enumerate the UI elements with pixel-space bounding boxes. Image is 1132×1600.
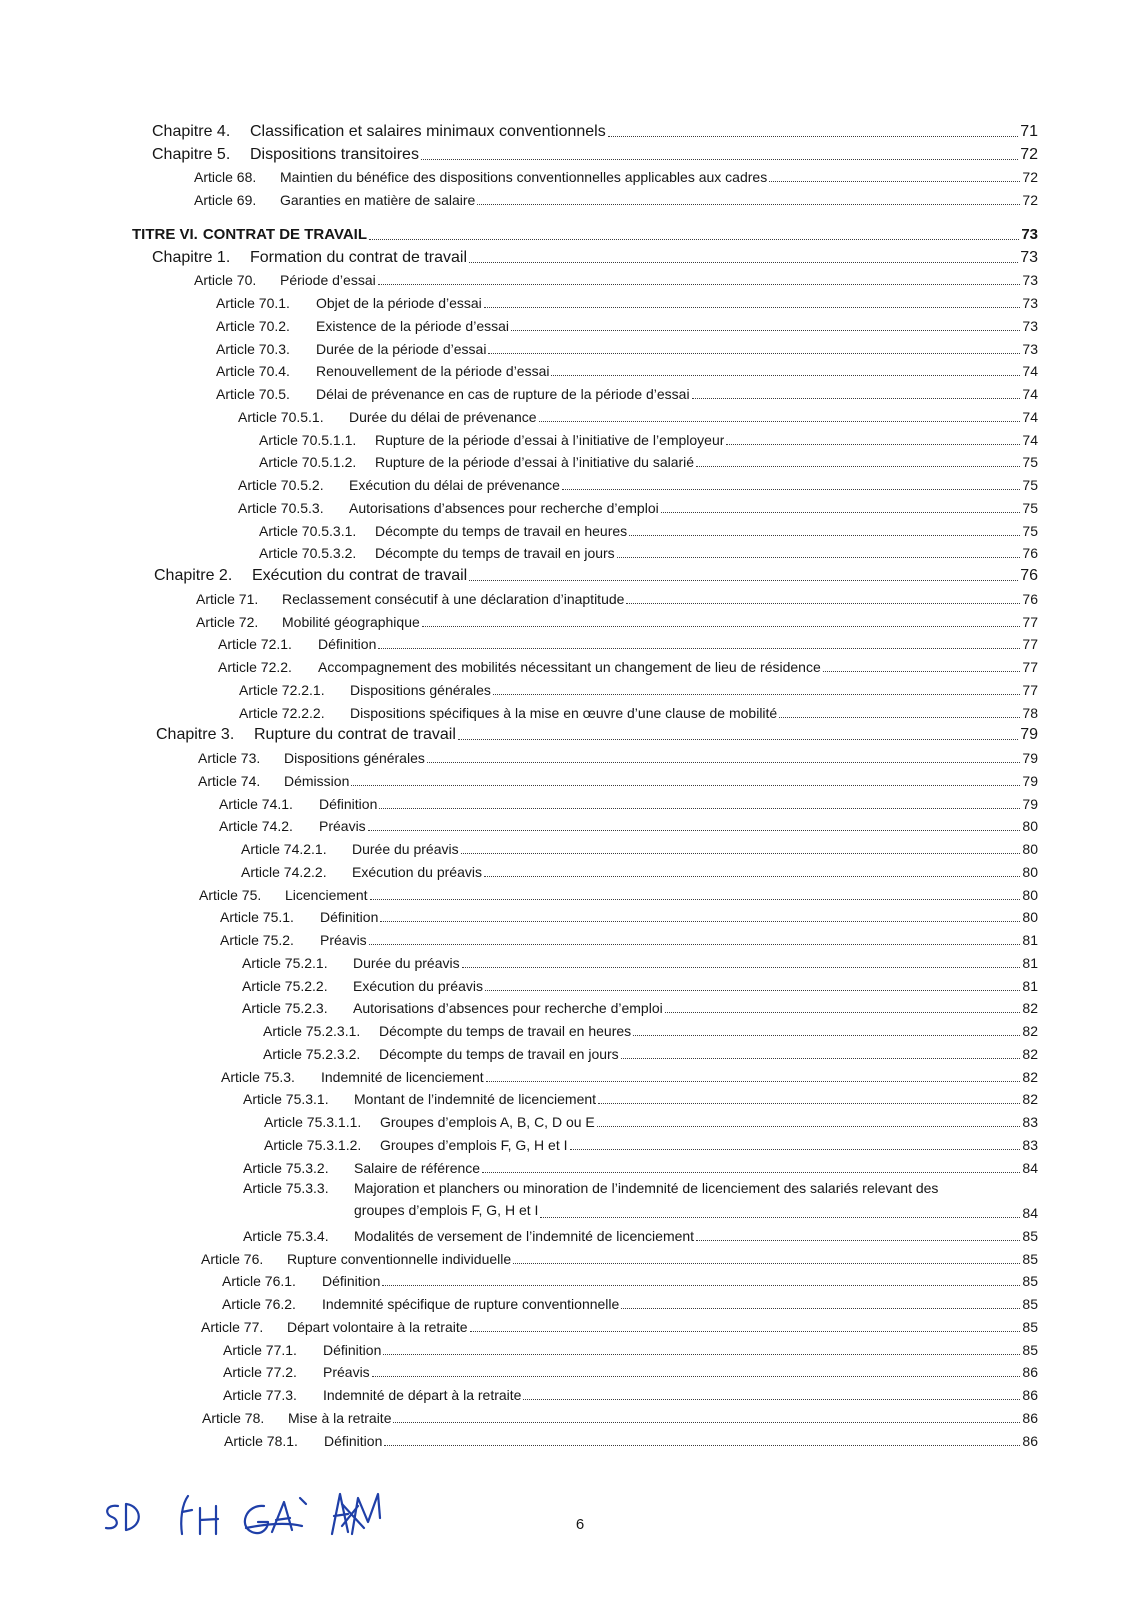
- toc-entry-title: Mobilité géographique: [282, 613, 420, 630]
- toc-entry[interactable]: [128, 813, 1038, 836]
- toc-entry-number: Article 75.3.: [221, 1068, 295, 1085]
- toc-entry-number: Chapitre 3.: [156, 726, 235, 744]
- toc-entry[interactable]: [128, 835, 1038, 858]
- toc-entry-title: Préavis: [320, 932, 367, 948]
- toc-entry-number: Article 74.2.2.: [241, 863, 327, 880]
- toc-entry-page: 76: [1022, 590, 1038, 607]
- toc-entry-page: 75: [1022, 522, 1038, 539]
- toc-entry-page: 72: [1020, 145, 1038, 163]
- toc-entry-title: Accompagnement des mobilités nécessitant un changement de lieu de résidence: [318, 659, 821, 675]
- toc-entry-title: Reclassement consécutif à une déclaration d’inaptitude: [282, 590, 625, 607]
- toc-entry-number: Article 75.2.3.: [242, 1000, 328, 1017]
- toc-entry-page: 82: [1022, 1045, 1038, 1062]
- toc-entry-title: Démission: [284, 772, 350, 789]
- toc-entry-title: Majoration et planchers ou minoration de l’indemnité de licenciement des salariés relevant des: [354, 1179, 939, 1196]
- toc-entry-title: Définition: [322, 1273, 381, 1290]
- toc-entry[interactable]: [128, 267, 1038, 290]
- toc-entry-title: Autorisations d’absences pour recherche d’emploi: [349, 499, 659, 516]
- toc-entry-title: Définition: [324, 1432, 383, 1449]
- toc-entry-number: Article 70.5.3.: [238, 499, 324, 516]
- toc-entry-title: Rupture du contrat de travail: [254, 726, 456, 744]
- toc-entry[interactable]: [128, 767, 1038, 790]
- toc-entry-number: Article 70.5.1.2.: [259, 454, 357, 471]
- toc-entry-page: 73: [1022, 272, 1038, 289]
- toc-entry-number: Article 77.: [201, 1318, 264, 1335]
- toc-entry-number: Article 69.: [194, 192, 257, 208]
- toc-entry-page: 82: [1022, 1091, 1038, 1108]
- toc-entry-number: Article 68.: [194, 169, 257, 186]
- dot-leader: [551, 375, 1020, 376]
- toc-entry-number: Article 75.: [199, 886, 262, 903]
- dot-leader: [372, 1376, 1021, 1377]
- toc-entry-title: Exécution du préavis: [352, 863, 482, 880]
- dot-leader: [469, 262, 1018, 263]
- dot-leader: [570, 1149, 1021, 1150]
- toc-entry-page: 73: [1022, 340, 1038, 357]
- toc-entry[interactable]: [128, 1381, 1038, 1404]
- dot-leader: [477, 204, 1020, 205]
- toc-entry-number: Article 75.2.1.: [242, 954, 328, 971]
- toc-entry[interactable]: [128, 164, 1038, 187]
- toc-entry[interactable]: [128, 312, 1038, 335]
- dot-leader: [629, 535, 1020, 536]
- toc-entry[interactable]: [128, 585, 1038, 608]
- toc-entry-title: Maintien du bénéfice des dispositions conventionnelles applicables aux cadres: [280, 169, 768, 186]
- dot-leader: [486, 1081, 1021, 1082]
- dot-leader: [696, 466, 1020, 467]
- toc-entry[interactable]: [128, 1086, 1038, 1109]
- dot-leader: [523, 1399, 1020, 1400]
- toc-entry-page: 78: [1022, 704, 1038, 721]
- toc-entry-page: 85: [1022, 1318, 1038, 1335]
- toc-entry-page: 77: [1022, 659, 1038, 675]
- toc-entry-number: Article 70.1.: [216, 295, 290, 311]
- toc-entry[interactable]: [128, 221, 1038, 244]
- dot-leader: [378, 648, 1020, 649]
- toc-entry-number: Article 74.1.: [219, 795, 293, 812]
- toc-entry-number: Article 71.: [196, 590, 259, 607]
- toc-entry-title: Objet de la période d’essai: [316, 295, 482, 311]
- toc-entry[interactable]: [128, 1359, 1038, 1382]
- dot-leader: [461, 853, 1021, 854]
- toc-entry-title: Décompte du temps de travail en heures: [375, 522, 628, 539]
- dot-leader: [692, 398, 1021, 399]
- toc-entry-number: Article 70.5.: [216, 386, 290, 402]
- toc-entry-page: 79: [1022, 795, 1038, 812]
- toc-entry[interactable]: [128, 904, 1038, 927]
- toc-entry[interactable]: [128, 972, 1038, 995]
- toc-entry-title: Renouvellement de la période d’essai: [316, 363, 550, 380]
- toc-entry-title: Indemnité spécifique de rupture conventionnelle: [322, 1296, 620, 1312]
- toc-entry-page: 77: [1022, 636, 1038, 653]
- toc-entry[interactable]: [128, 380, 1038, 403]
- dot-leader: [470, 1331, 1021, 1332]
- dot-leader: [351, 785, 1020, 786]
- toc-entry[interactable]: [128, 540, 1038, 563]
- toc-entry-number: Article 74.2.: [219, 818, 293, 835]
- toc-entry-title: CONTRAT DE TRAVAIL: [202, 225, 367, 243]
- toc-entry[interactable]: [128, 141, 1038, 164]
- dot-leader: [393, 1422, 1020, 1423]
- dot-leader: [540, 1217, 1020, 1218]
- toc-entry-number: Article 70.5.3.1.: [259, 522, 357, 539]
- toc-entry-title: Période d’essai: [280, 272, 376, 289]
- toc-entry-title: Durée de la période d’essai: [316, 340, 487, 357]
- toc-entry-number: Article 75.1.: [220, 909, 294, 926]
- dot-leader: [484, 876, 1020, 877]
- dot-leader: [726, 444, 1020, 445]
- toc-entry-page: 79: [1022, 772, 1038, 789]
- dot-leader: [626, 603, 1020, 604]
- toc-entry-number: Article 70.: [194, 272, 257, 289]
- toc-entry[interactable]: [128, 186, 1038, 209]
- toc-entry[interactable]: [128, 118, 1038, 141]
- toc-entry-title: Groupes d’emplois A, B, C, D ou E: [380, 1114, 595, 1130]
- dot-leader: [422, 626, 1021, 627]
- toc-entry-page: 74: [1022, 408, 1038, 425]
- toc-entry-page: 86: [1022, 1432, 1038, 1449]
- dot-leader: [380, 921, 1020, 922]
- page-number: 6: [575, 1516, 585, 1533]
- toc-entry-page: 77: [1022, 613, 1038, 630]
- toc-entry-page: 74: [1022, 431, 1038, 448]
- toc-entry-number: Chapitre 5.: [152, 145, 231, 163]
- toc-entry-page: 86: [1022, 1387, 1038, 1403]
- toc-entry-title: Licenciement: [285, 886, 368, 903]
- toc-entry-title: Définition: [323, 1341, 382, 1358]
- toc-entry[interactable]: [128, 653, 1038, 676]
- toc-entry-number: Article 70.2.: [216, 317, 290, 334]
- toc-entry-number: Article 77.3.: [223, 1387, 297, 1403]
- toc-entry-number: Article 70.5.1.1.: [259, 431, 357, 448]
- toc-entry-number: Article 73.: [198, 750, 261, 766]
- toc-entry-page: 73: [1022, 317, 1038, 334]
- toc-entry-title: Groupes d’emplois F, G, H et I: [380, 1136, 568, 1153]
- toc-entry[interactable]: [128, 1336, 1038, 1359]
- toc-entry-title: Indemnité de licenciement: [321, 1068, 484, 1085]
- toc-entry-title: Formation du contrat de travail: [250, 248, 467, 266]
- toc-entry[interactable]: [128, 1108, 1038, 1131]
- toc-entry[interactable]: [128, 1290, 1038, 1313]
- toc-entry-page: 77: [1022, 681, 1038, 698]
- toc-entry[interactable]: [128, 1222, 1038, 1245]
- toc-entry-title: Décompte du temps de travail en jours: [375, 545, 615, 562]
- toc-entry-number: Article 76.1.: [222, 1273, 296, 1290]
- dot-leader: [427, 762, 1021, 763]
- handwritten-initials: [96, 1484, 416, 1564]
- toc-entry-title: Modalités de versement de l’indemnité de licenciement: [354, 1227, 695, 1244]
- toc-entry-page: 84: [1022, 1205, 1038, 1221]
- dot-leader: [665, 1012, 1021, 1013]
- toc-entry-number: Article 78.1.: [224, 1432, 298, 1449]
- toc-entry-number: Article 77.1.: [223, 1341, 297, 1358]
- toc-entry-page: 80: [1022, 909, 1038, 926]
- toc-entry[interactable]: [128, 289, 1038, 312]
- toc-entry-page: 85: [1022, 1296, 1038, 1312]
- dot-leader: [368, 830, 1021, 831]
- dot-leader: [769, 181, 1020, 182]
- toc-entry-title: Autorisations d’absences pour recherche d’emploi: [353, 1000, 663, 1017]
- toc-entry-title: Décompte du temps de travail en jours: [379, 1045, 619, 1062]
- toc-entry-title: Durée du délai de prévenance: [349, 408, 537, 425]
- toc-entry[interactable]: [128, 494, 1038, 517]
- toc-entry-page: 79: [1020, 726, 1038, 744]
- toc-entry-page: 75: [1022, 477, 1038, 493]
- toc-entry-number: Article 70.4.: [216, 363, 290, 380]
- toc-entry-page: 85: [1022, 1250, 1038, 1267]
- toc-entry-page: 73: [1022, 295, 1038, 311]
- dot-leader: [617, 557, 1021, 558]
- toc-entry[interactable]: [128, 1404, 1038, 1427]
- dot-leader: [597, 1126, 1021, 1127]
- toc-entry[interactable]: [128, 699, 1038, 722]
- toc-entry-title: Mise à la retraite: [288, 1409, 392, 1426]
- toc-entry[interactable]: [128, 1427, 1038, 1450]
- toc-entry[interactable]: [128, 1131, 1038, 1154]
- toc-entry-title: Garanties en matière de salaire: [280, 192, 476, 208]
- toc-entry-page: 74: [1022, 386, 1038, 402]
- toc-entry-title: Dispositions générales: [350, 681, 491, 698]
- toc-entry-number: Article 70.5.1.: [238, 408, 324, 425]
- toc-entry-title: Salaire de référence: [354, 1159, 481, 1176]
- toc-entry-page: 83: [1022, 1114, 1038, 1130]
- toc-entry-title: Délai de prévenance en cas de rupture de la période d’essai: [316, 386, 690, 402]
- toc-entry-title: Dispositions spécifiques à la mise en œuvre d’une clause de mobilité: [350, 704, 778, 721]
- toc-entry-number: Article 70.3.: [216, 340, 290, 357]
- toc-entry[interactable]: [128, 1154, 1038, 1177]
- toc-entry[interactable]: [128, 244, 1038, 267]
- dot-leader: [369, 944, 1021, 945]
- toc-entry-number: Chapitre 4.: [152, 122, 231, 140]
- toc-entry-number: Article 70.5.2.: [238, 477, 324, 493]
- toc-entry[interactable]: [128, 1040, 1038, 1063]
- toc-entry-number: Article 75.2.: [220, 932, 294, 948]
- dot-leader: [562, 489, 1020, 490]
- toc-entry[interactable]: [128, 722, 1038, 745]
- dot-leader: [379, 808, 1020, 809]
- toc-entry-title: Préavis: [319, 818, 366, 835]
- toc-entry-title: Rupture de la période d’essai à l’initiative de l’employeur: [375, 431, 725, 448]
- toc-entry[interactable]: [128, 631, 1038, 654]
- toc-entry[interactable]: [128, 790, 1038, 813]
- dot-leader: [696, 1240, 1020, 1241]
- dot-leader: [382, 1285, 1020, 1286]
- toc-entry[interactable]: [128, 995, 1038, 1018]
- dot-leader: [823, 671, 1021, 672]
- toc-entry-page: 72: [1022, 192, 1038, 208]
- dot-leader: [779, 717, 1020, 718]
- toc-entry[interactable]: [128, 881, 1038, 904]
- dot-leader: [458, 739, 1018, 740]
- toc-entry[interactable]: [128, 744, 1038, 767]
- dot-leader: [469, 580, 1018, 581]
- toc-entry-title: Indemnité de départ à la retraite: [323, 1387, 522, 1403]
- toc-entry-title: Exécution du contrat de travail: [252, 567, 468, 584]
- toc-entry-number: Article 75.3.2.: [243, 1159, 329, 1176]
- toc-entry-page: 82: [1022, 1023, 1038, 1039]
- toc-entry-title: Classification et salaires minimaux conventionnels: [250, 122, 606, 140]
- toc-entry-title-continued: groupes d’emplois F, G, H et I: [354, 1202, 539, 1219]
- dot-leader: [511, 330, 1020, 331]
- toc-entry-page: 81: [1022, 977, 1038, 994]
- toc-entry-page: 80: [1022, 863, 1038, 880]
- toc-entry-number: Article 75.3.1.2.: [264, 1136, 362, 1153]
- toc-entry[interactable]: [128, 517, 1038, 540]
- dot-leader: [484, 307, 1021, 308]
- toc-entry[interactable]: [128, 471, 1038, 494]
- toc-entry-number: Article 70.5.3.2.: [259, 545, 357, 562]
- toc-entry-number: TITRE VI.: [132, 225, 198, 243]
- toc-entry-page: 79: [1022, 750, 1038, 766]
- toc-entry-number: Article 72.: [196, 613, 259, 630]
- toc-entry-title: Dispositions générales: [284, 750, 425, 766]
- toc-entry-number: Article 75.3.1.1.: [264, 1114, 362, 1130]
- toc-entry-number: Article 78.: [202, 1409, 265, 1426]
- dot-leader: [383, 1354, 1020, 1355]
- toc-entry-page: 76: [1022, 545, 1038, 562]
- dot-leader: [384, 1445, 1020, 1446]
- toc-entry-number: Article 72.2.: [218, 659, 292, 675]
- toc-entry-title: Existence de la période d’essai: [316, 317, 510, 334]
- toc-entry[interactable]: [128, 949, 1038, 972]
- dot-leader: [488, 353, 1020, 354]
- toc-entry-title: Définition: [318, 636, 377, 653]
- toc-entry-page: 80: [1022, 841, 1038, 857]
- toc-entry-title: Définition: [320, 909, 379, 926]
- toc-entry-page: 85: [1022, 1227, 1038, 1244]
- toc-entry-number: Article 74.2.1.: [241, 841, 327, 857]
- toc-entry[interactable]: [128, 1268, 1038, 1291]
- dot-leader: [378, 284, 1021, 285]
- toc-entry-title: Exécution du délai de prévenance: [349, 477, 560, 493]
- toc-entry[interactable]: [128, 676, 1038, 699]
- dot-leader: [369, 239, 1019, 240]
- dot-leader: [539, 421, 1021, 422]
- toc-entry-page: 74: [1022, 363, 1038, 380]
- toc-entry-number: Article 77.2.: [223, 1364, 297, 1381]
- toc-entry-number: Article 74.: [198, 772, 261, 789]
- dot-leader: [482, 1172, 1020, 1173]
- toc-entry[interactable]: [128, 403, 1038, 426]
- toc-entry-title: Rupture de la période d’essai à l’initiative du salarié: [375, 454, 695, 471]
- toc-entry-page: 84: [1022, 1159, 1038, 1176]
- dot-leader: [608, 136, 1018, 137]
- toc-entry-title: Dispositions transitoires: [250, 145, 419, 163]
- toc-entry[interactable]: [128, 926, 1038, 949]
- toc-entry-page: 86: [1022, 1364, 1038, 1381]
- toc-entry-page: 85: [1022, 1273, 1038, 1290]
- toc-entry-page: 80: [1022, 886, 1038, 903]
- toc-entry-page: 73: [1021, 225, 1038, 243]
- toc-entry-page: 86: [1022, 1409, 1038, 1426]
- toc-entry-title: Montant de l’indemnité de licenciement: [354, 1091, 597, 1108]
- toc-entry-number: Article 72.1.: [218, 636, 292, 653]
- toc-entry[interactable]: [128, 358, 1038, 381]
- toc-entry[interactable]: [128, 1177, 1038, 1223]
- toc-entry-number: Article 75.3.4.: [243, 1227, 329, 1244]
- toc-entry-page: 75: [1022, 454, 1038, 471]
- toc-entry-title: Définition: [319, 795, 378, 812]
- dot-leader: [621, 1308, 1020, 1309]
- dot-leader: [661, 512, 1021, 513]
- dot-leader: [485, 990, 1020, 991]
- dot-leader: [370, 899, 1021, 900]
- toc-entry-page: 82: [1022, 1068, 1038, 1085]
- toc-entry-page: 75: [1022, 499, 1038, 516]
- toc-entry-page: 83: [1022, 1136, 1038, 1153]
- dot-leader: [598, 1103, 1020, 1104]
- toc-entry-number: Article 76.2.: [222, 1296, 296, 1312]
- toc-entry-number: Article 75.3.3.: [243, 1179, 329, 1196]
- toc-entry-number: Article 72.2.1.: [239, 681, 325, 698]
- toc-entry-number: Article 75.2.3.1.: [263, 1023, 361, 1039]
- toc-entry[interactable]: [128, 562, 1038, 585]
- toc-entry[interactable]: [128, 426, 1038, 449]
- dot-leader: [633, 1035, 1020, 1036]
- table-of-contents: [128, 118, 1038, 1450]
- toc-entry[interactable]: [128, 449, 1038, 472]
- toc-entry[interactable]: [128, 335, 1038, 358]
- toc-entry-title: Exécution du préavis: [353, 977, 483, 994]
- toc-entry-number: Article 76.: [201, 1250, 264, 1267]
- toc-entry-number: Chapitre 1.: [152, 248, 231, 266]
- toc-entry-page: 81: [1022, 932, 1038, 948]
- toc-entry-page: 76: [1020, 567, 1038, 584]
- toc-entry-page: 73: [1020, 248, 1038, 266]
- toc-entry-title: Durée du préavis: [352, 841, 459, 857]
- toc-entry-number: Article 75.2.3.2.: [263, 1045, 361, 1062]
- toc-entry-number: Chapitre 2.: [154, 567, 233, 584]
- dot-leader: [462, 967, 1021, 968]
- toc-entry-title: Préavis: [323, 1364, 370, 1381]
- dot-leader: [621, 1058, 1021, 1059]
- toc-entry-page: 81: [1022, 954, 1038, 971]
- toc-entry[interactable]: [128, 1017, 1038, 1040]
- dot-leader: [513, 1263, 1020, 1264]
- toc-entry-page: 80: [1022, 818, 1038, 835]
- dot-leader: [493, 694, 1021, 695]
- toc-entry-number: Article 75.2.2.: [242, 977, 328, 994]
- toc-entry[interactable]: [128, 858, 1038, 881]
- toc-entry-page: 82: [1022, 1000, 1038, 1017]
- toc-entry-page: 85: [1022, 1341, 1038, 1358]
- toc-entry-title: Décompte du temps de travail en heures: [379, 1023, 632, 1039]
- dot-leader: [421, 159, 1018, 160]
- toc-entry[interactable]: [128, 1313, 1038, 1336]
- toc-entry[interactable]: [128, 608, 1038, 631]
- toc-entry-number: Article 72.2.2.: [239, 704, 325, 721]
- toc-entry-page: 72: [1022, 169, 1038, 186]
- toc-entry-number: Article 75.3.1.: [243, 1091, 329, 1108]
- toc-entry-title: Durée du préavis: [353, 954, 460, 971]
- toc-entry-title: Départ volontaire à la retraite: [287, 1318, 468, 1335]
- toc-entry[interactable]: [128, 1245, 1038, 1268]
- toc-entry[interactable]: [128, 1063, 1038, 1086]
- toc-entry-title: Rupture conventionnelle individuelle: [287, 1250, 512, 1267]
- toc-entry-page: 71: [1020, 122, 1038, 140]
